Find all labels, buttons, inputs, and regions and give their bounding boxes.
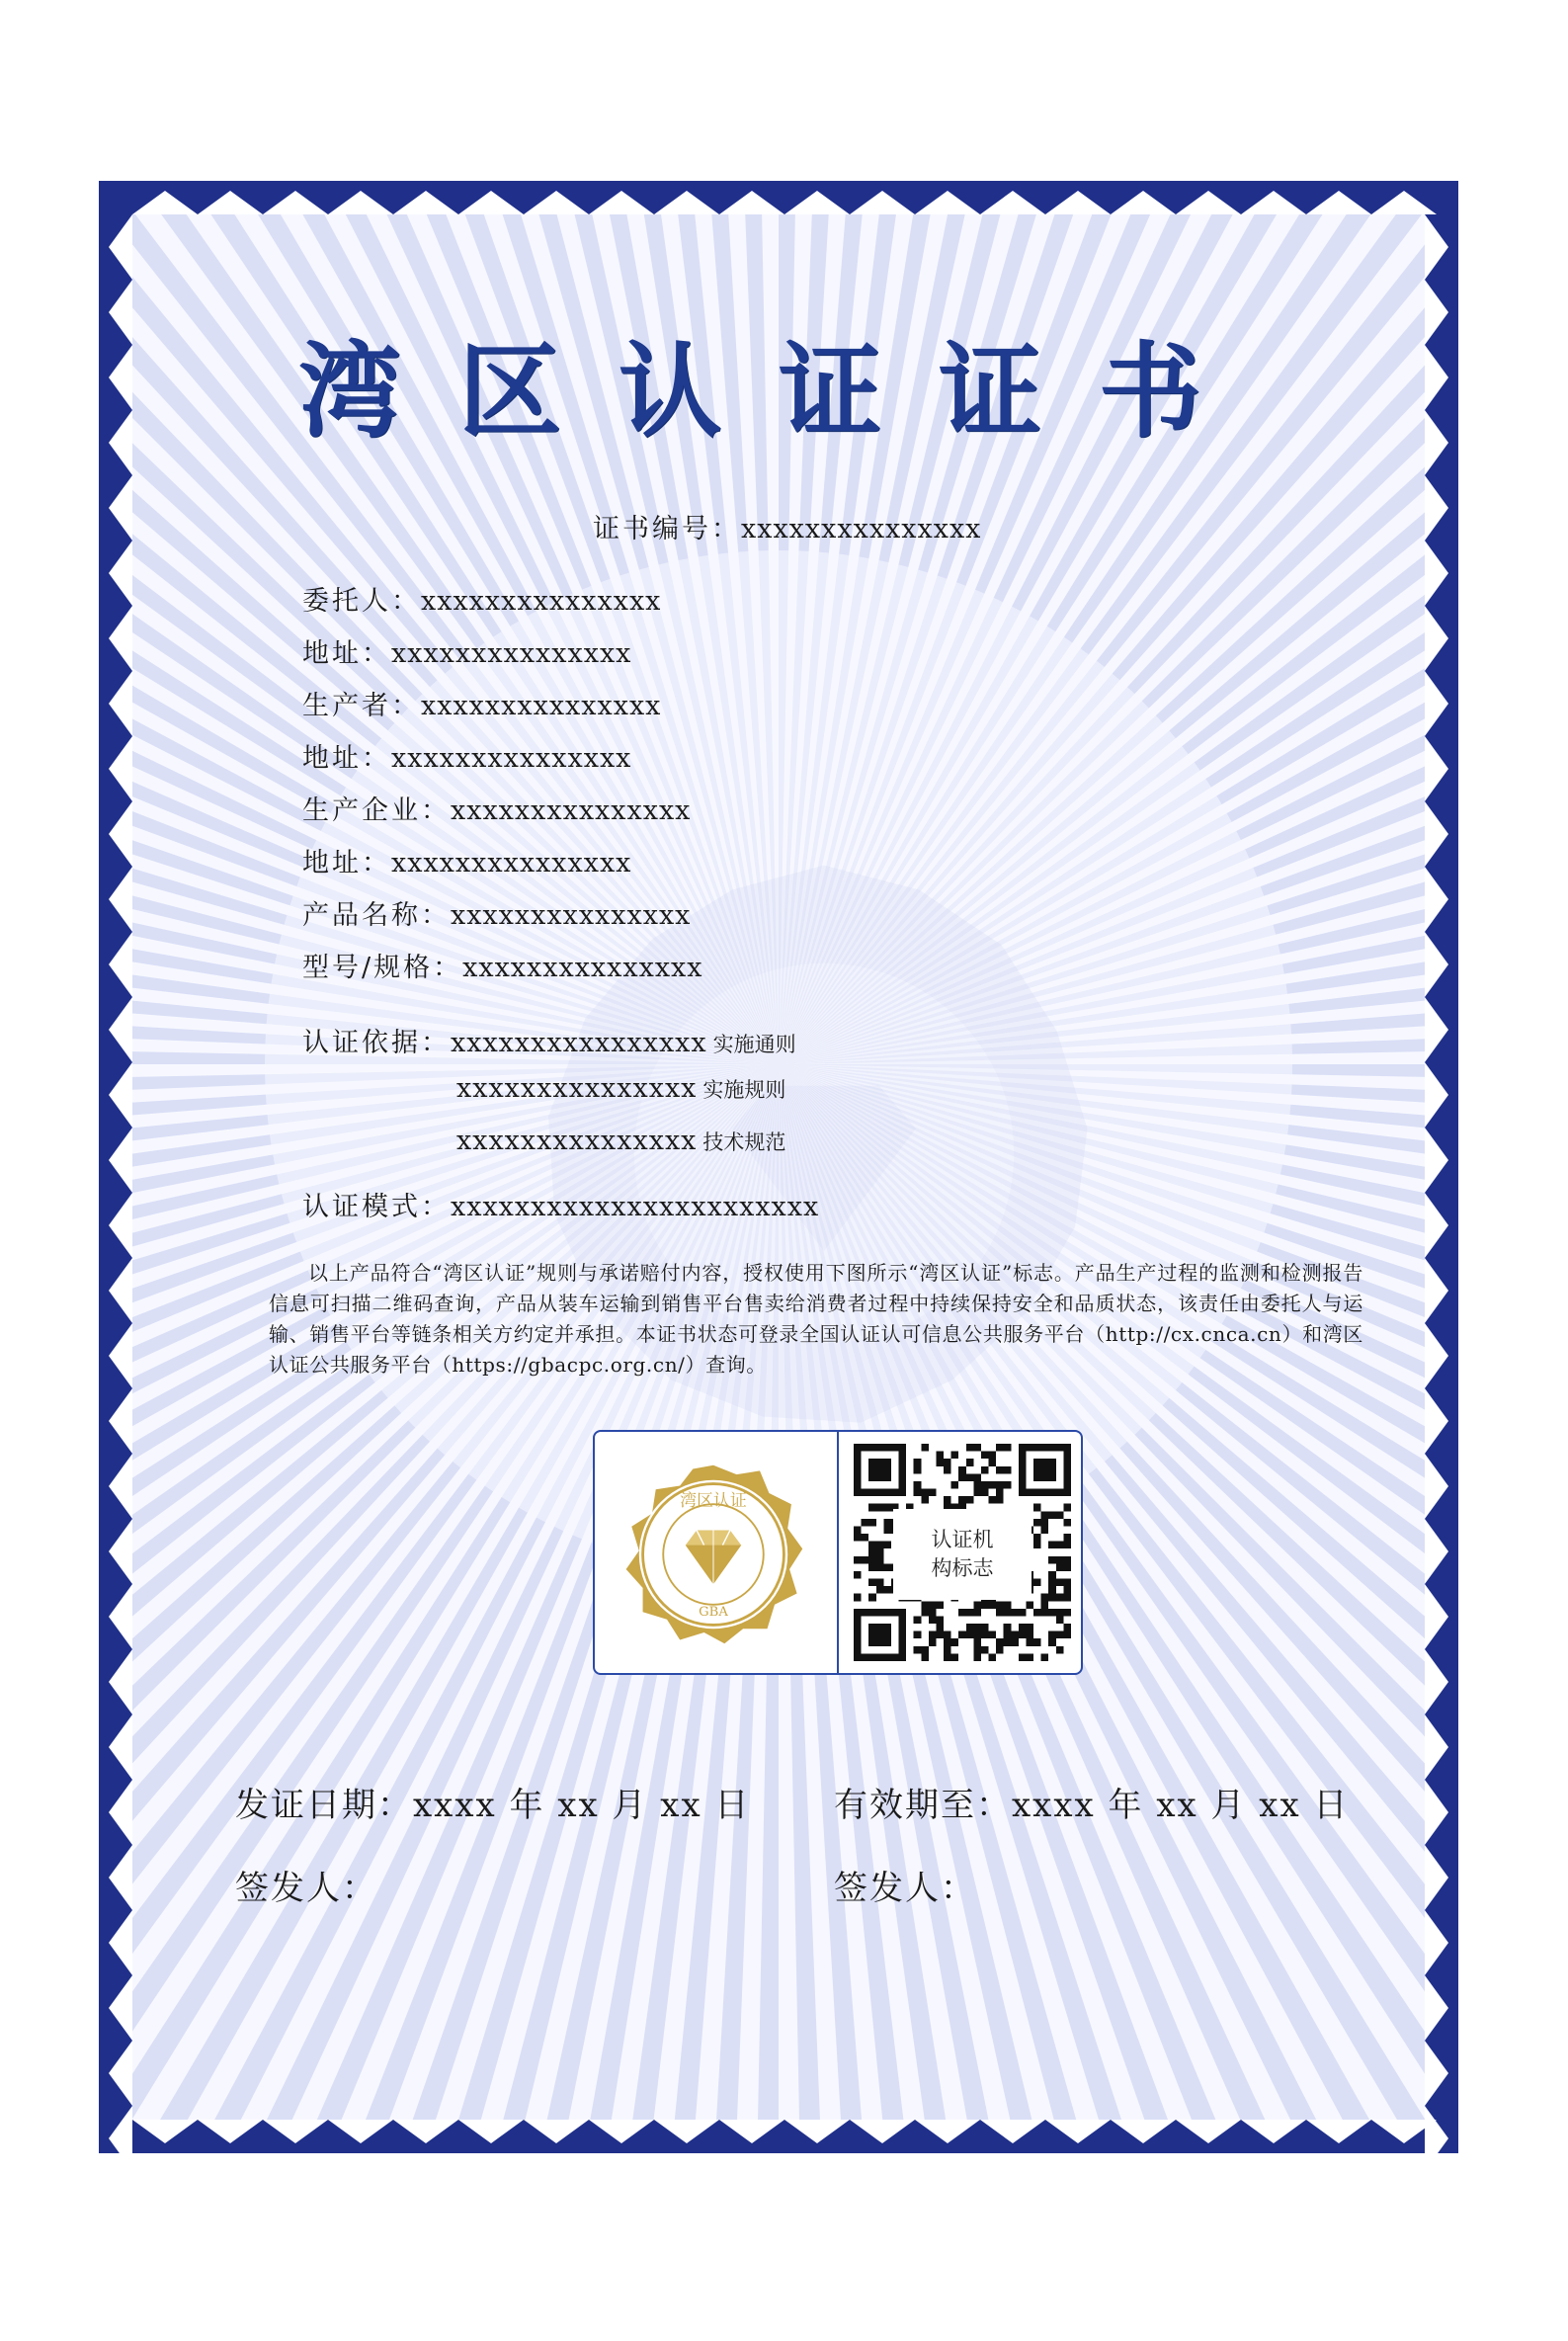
certificate-number: [593, 507, 981, 545]
certificate-frame: [99, 181, 1458, 2153]
field-row: [302, 841, 631, 879]
issue-date: [235, 1778, 750, 1826]
certificate-title: 湾区认证证书: [297, 330, 1259, 452]
field-value: xxxxxxxxxxxxxxx: [391, 848, 632, 878]
field-label: 委托人：: [302, 586, 421, 617]
field-label: 地址：: [302, 638, 391, 669]
field-label: 地址：: [302, 848, 391, 878]
svg-text:湾区认证: 湾区认证: [680, 1490, 747, 1511]
field-label: 地址：: [302, 743, 391, 774]
field-row: [302, 946, 703, 984]
field-label: 生产者：: [302, 691, 421, 721]
field-value: xxxxxxxxxxxxxxx: [421, 691, 662, 721]
field-value: xxxxxxxxxxxxxxx: [462, 953, 703, 983]
mark-divider: [837, 1432, 839, 1673]
basis-value: xxxxxxxxxxxxxxx: [456, 1073, 698, 1104]
basis-value: xxxxxxxxxxxxxxx: [456, 1126, 698, 1156]
basis-value: xxxxxxxxxxxxxxxx: [451, 1028, 707, 1058]
certificate-statement: 以上产品符合“湾区认证”规则与承诺赔付内容，授权使用下图所示“湾区认证”标志。产品生产过程的监测和检测报告信息可扫描二维码查询，产品从装车运输到销售平台售卖给消费者过程中持续保持安全和品质状态，该责任由委托人与运输、销售平台等链条相关方约定并承担。本证书状态可登录全国认证认可信息公共服务平台（http://cx.cnca.cn）和湾区认证公共服务平台（https://gbacpc.org.cn/）查询。: [269, 1261, 1363, 1377]
basis-suffix: 技术规范: [702, 1130, 786, 1154]
basis-suffix: 实施规则: [702, 1078, 786, 1102]
valid-until-value: xxxx 年 xx 月 xx 日: [1012, 1786, 1350, 1825]
basis-row: [456, 1073, 785, 1104]
field-row: [302, 579, 661, 618]
valid-until-label: 有效期至：: [834, 1786, 1012, 1825]
mode-label: 认证模式：: [302, 1192, 451, 1222]
qr-center-line-2: 构标志: [931, 1556, 994, 1580]
field-row: [302, 736, 631, 775]
field-value: xxxxxxxxxxxxxxx: [451, 795, 692, 826]
basis-row: [456, 1126, 785, 1156]
field-value: xxxxxxxxxxxxxxx: [391, 638, 632, 669]
field-row: [302, 893, 691, 932]
basis-row: [302, 1021, 796, 1059]
field-value: xxxxxxxxxxxxxxx: [391, 743, 632, 774]
field-label: 产品名称：: [302, 900, 451, 931]
field-label: 型号/规格：: [302, 953, 463, 983]
certificate-number-value: xxxxxxxxxxxxxxx: [741, 514, 982, 544]
svg-text:GBA: GBA: [699, 1605, 728, 1621]
field-row: [302, 789, 691, 827]
field-value: xxxxxxxxxxxxxxx: [451, 900, 692, 931]
mode-value: xxxxxxxxxxxxxxxxxxxxxxx: [451, 1192, 820, 1222]
mode-row: [302, 1185, 819, 1223]
issue-date-value: xxxx 年 xx 月 xx 日: [413, 1786, 751, 1825]
issue-date-label: 发证日期：: [235, 1786, 413, 1825]
certificate-number-label: 证书编号：: [593, 514, 741, 544]
qr-center-line-1: 认证机: [931, 1528, 994, 1551]
valid-until: [834, 1778, 1349, 1826]
qr-center-label: [893, 1509, 1032, 1600]
basis-suffix: 实施通则: [712, 1033, 796, 1056]
field-label: 生产企业：: [302, 795, 451, 826]
certificate-paper: [132, 214, 1425, 2120]
gba-certification-logo: [620, 1462, 806, 1647]
field-row: [302, 631, 631, 670]
basis-label: 认证依据：: [302, 1028, 451, 1058]
signer-left: 签发人：: [235, 1869, 377, 1908]
field-value: xxxxxxxxxxxxxxx: [421, 586, 662, 617]
certification-mark-box: [593, 1430, 1083, 1675]
field-row: [302, 684, 661, 722]
signer-right: 签发人：: [834, 1869, 976, 1908]
